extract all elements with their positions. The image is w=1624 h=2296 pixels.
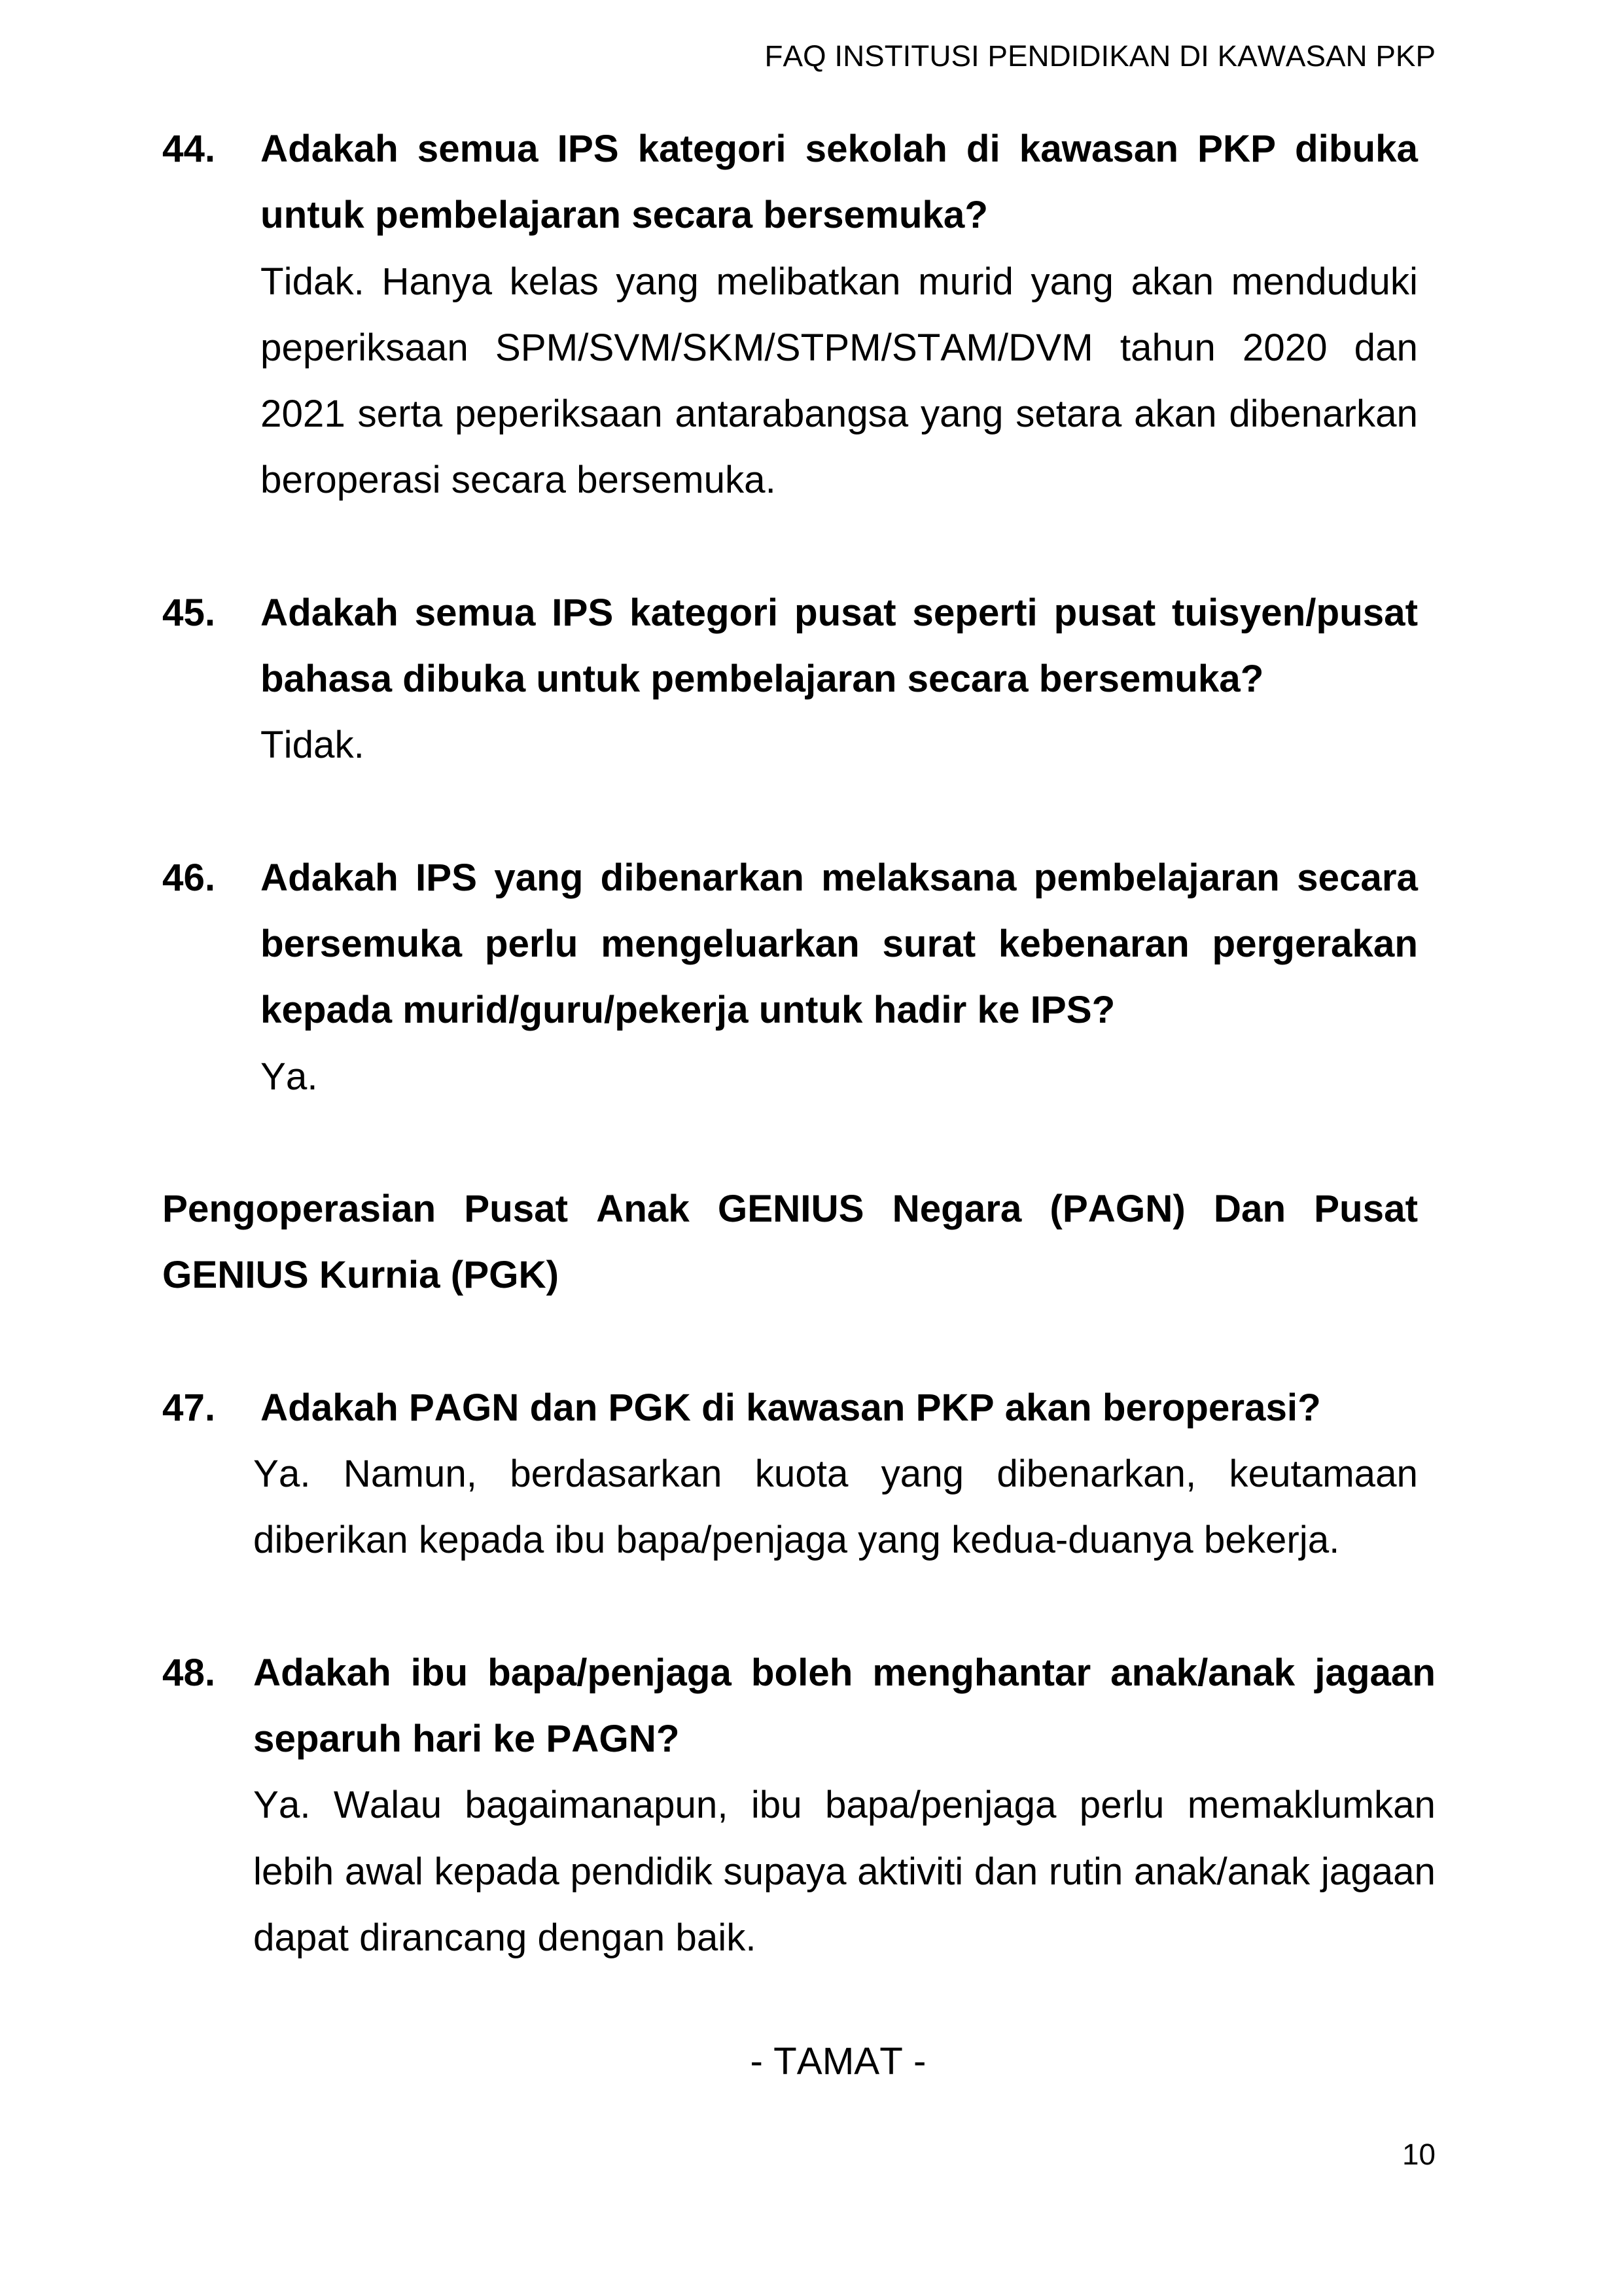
faq-item-47: [0, 1375, 1624, 1574]
question-line: separuh hari ke PAGN?: [253, 1718, 680, 1760]
item-number: 47.: [162, 1386, 216, 1429]
question: [253, 1640, 1436, 1773]
answer: [253, 1441, 1418, 1574]
answer: [260, 712, 1418, 778]
question-line: Adakah PAGN dan PGK di kawasan PKP akan beroperasi?: [260, 1386, 1321, 1429]
item-number: 45.: [162, 591, 216, 634]
question-line: Adakah semua IPS kategori pusat seperti pusat tuisyen/pusat: [260, 591, 1418, 634]
question: [260, 580, 1418, 713]
question-line: bahasa dibuka untuk pembelajaran secara bersemuka?: [260, 658, 1264, 700]
section-heading-text: [162, 1176, 1418, 1309]
end-marker: - TAMAT -: [750, 2040, 927, 2083]
answer: [260, 249, 1418, 514]
item-number: 48.: [162, 1651, 216, 1694]
faq-item-44: [0, 116, 1624, 514]
question: [260, 1375, 1418, 1441]
item-number: 46.: [162, 856, 216, 899]
question-line: Adakah semua IPS kategori sekolah di kawasan PKP dibuka: [260, 128, 1418, 170]
answer-line: Tidak. Hanya kelas yang melibatkan murid yang akan menduduki: [260, 260, 1418, 303]
question-line: bersemuka perlu mengeluarkan surat kebenaran pergerakan: [260, 923, 1418, 965]
running-header: FAQ INSTITUSI PENDIDIKAN DI KAWASAN PKP: [764, 39, 1436, 73]
answer-line: Ya.: [260, 1055, 318, 1098]
faq-item-45: [0, 580, 1624, 779]
answer-line: diberikan kepada ibu bapa/penjaga yang kedua-duanya bekerja.: [253, 1519, 1340, 1562]
faq-item-46: [0, 845, 1624, 1110]
answer-line: 2021 serta peperiksaan antarabangsa yang setara akan dibenarkan: [260, 393, 1418, 435]
answer-line: Ya. Walau bagaimanapun, ibu bapa/penjaga perlu memaklumkan: [253, 1784, 1436, 1827]
faq-item-48: [0, 1640, 1624, 1971]
section-heading-line: Pengoperasian Pusat Anak GENIUS Negara (PAGN) Dan Pusat: [162, 1188, 1418, 1230]
question: [260, 845, 1418, 1044]
answer-line: dapat dirancang dengan baik.: [253, 1916, 756, 1959]
question: [260, 116, 1418, 249]
section-heading: [0, 1176, 1624, 1309]
document-body: [0, 116, 1624, 2037]
answer-line: Ya. Namun, berdasarkan kuota yang dibenarkan, keutamaan: [253, 1453, 1418, 1495]
page-number: 10: [1402, 2138, 1436, 2171]
section-heading-line: GENIUS Kurnia (PGK): [162, 1254, 559, 1297]
question-line: Adakah ibu bapa/penjaga boleh menghantar anak/anak jagaan: [253, 1651, 1436, 1694]
answer-line: peperiksaan SPM/SVM/SKM/STPM/STAM/DVM tahun 2020 dan: [260, 326, 1418, 369]
question-line: Adakah IPS yang dibenarkan melaksana pembelajaran secara: [260, 856, 1418, 899]
answer-line: lebih awal kepada pendidik supaya aktiviti dan rutin anak/anak jagaan: [253, 1850, 1436, 1893]
question-line: untuk pembelajaran secara bersemuka?: [260, 194, 988, 237]
item-number: 44.: [162, 128, 216, 170]
answer: [253, 1772, 1436, 1971]
answer-line: Tidak.: [260, 724, 364, 767]
question-line: kepada murid/guru/pekerja untuk hadir ke IPS?: [260, 989, 1116, 1032]
answer-line: beroperasi secara bersemuka.: [260, 459, 776, 502]
answer: [260, 1044, 1418, 1110]
